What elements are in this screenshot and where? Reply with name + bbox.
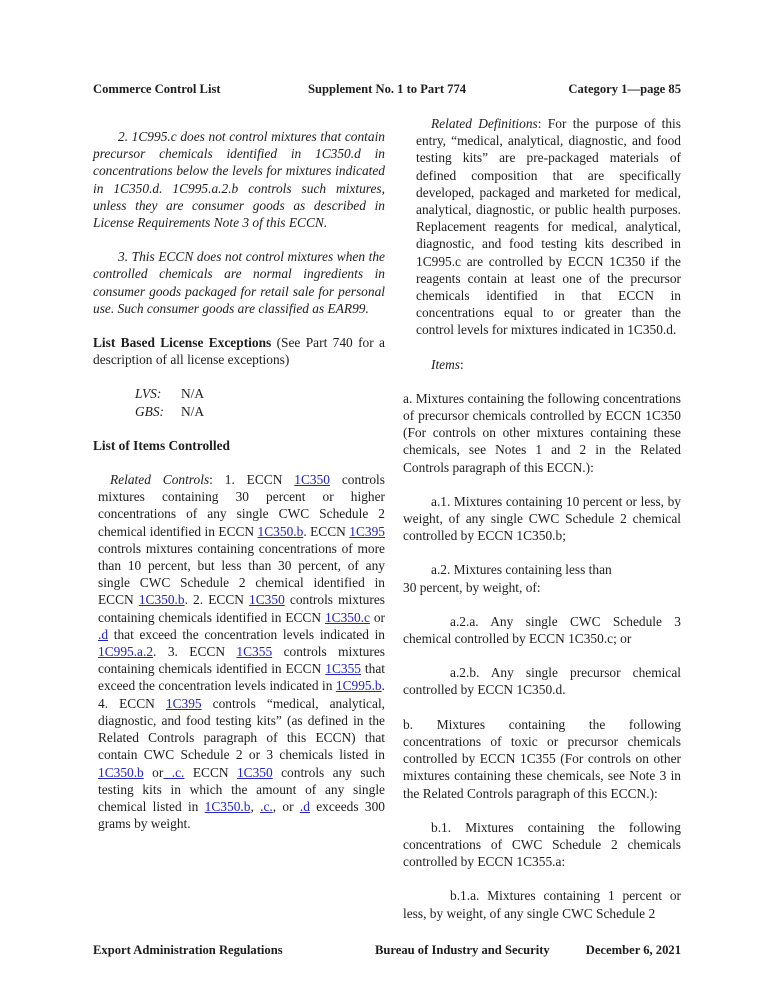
- note-3-paragraph: [93, 248, 385, 317]
- text-segment: that exceed the concentration levels indicated in: [98, 661, 385, 694]
- license-exceptions-table: [93, 385, 385, 419]
- text-segment: that exceed the concentration levels indicated in: [108, 626, 385, 642]
- eccn-link[interactable]: 1C350.b: [204, 798, 251, 814]
- text-segment: ,: [250, 798, 261, 814]
- text-segment: , or: [272, 798, 300, 814]
- text-segment: . 2. ECCN: [184, 592, 250, 608]
- text-segment: List Based License Exceptions: [93, 335, 272, 351]
- text-segment: or: [369, 609, 385, 625]
- item-b-paragraph: [403, 716, 681, 802]
- text-segment: : For the purpose of this entry, “medical, analytical, diagnostic, and food testing kits” are pre-packaged materials of defined composition that are specifically developed, packaged and marketed for medical, analytical, diagnostic, or public health purposes. Replacement reagents for medical, analytical, diagnostic, and food testing kits described in 1C995.c are controlled by ECCN 1C350 if the reagents contain at least one of the precursor chemicals identified in that ECCN in concentrations equal to or greater than the control levels for mixtures indicated in 1C350.d.: [416, 116, 681, 338]
- text-segment: controls mixtures containing chemicals identified in ECCN: [98, 592, 385, 625]
- gbs-label: GBS:: [135, 403, 165, 419]
- lvs-value: N/A: [181, 386, 205, 402]
- lvs-exception-row: [135, 385, 385, 402]
- left-column: [93, 115, 385, 922]
- item-a-paragraph: [403, 390, 681, 476]
- item-b1-paragraph: [403, 819, 681, 871]
- text-segment: Related Definitions: [431, 116, 538, 131]
- text-segment: . 4. ECCN: [98, 678, 385, 711]
- gbs-value: N/A: [181, 403, 205, 419]
- eccn-link[interactable]: 1C350.b: [138, 592, 185, 608]
- item-a2-paragraph: [403, 561, 681, 595]
- text-segment: . ECCN: [303, 523, 350, 539]
- item-a1-paragraph: [403, 493, 681, 545]
- text-segment: List of Items Controlled: [93, 437, 230, 453]
- text-segment: b. Mixtures containing the following concentrations of toxic or precursor chemicals controlled by ECCN 1C355 (For controls on other mixtures containing these chemicals, see Note 3 in the Related Controls paragraph of this ECCN.):: [403, 716, 681, 801]
- eccn-link[interactable]: 1C355: [325, 661, 361, 677]
- text-segment: a.1. Mixtures containing 10 percent or less, by weight, of any single CWC Schedule 2 chemical controlled by ECCN 1C350.b;: [403, 493, 681, 544]
- footer-date: December 6, 2021: [585, 943, 681, 957]
- eccn-link[interactable]: 1C395: [349, 523, 385, 539]
- eccn-link[interactable]: 1C995.b: [335, 678, 382, 694]
- eccn-link[interactable]: 1C355: [236, 644, 273, 660]
- header-supplement-title: Supplement No. 1 to Part 774: [307, 82, 467, 96]
- footer-regulations-title: Export Administration Regulations: [93, 943, 283, 957]
- text-segment: a.2. Mixtures containing less than: [431, 562, 612, 578]
- text-segment: controls mixtures containing 30 percent or higher concentrations of any single CWC Schedule 2 chemical identified in ECCN: [98, 472, 385, 539]
- list-of-items-controlled-heading: [93, 437, 385, 454]
- eccn-link[interactable]: .d: [299, 798, 310, 814]
- eccn-link[interactable]: .c.: [260, 798, 273, 814]
- item-a2a-paragraph: [403, 613, 681, 647]
- text-segment: 3. This ECCN does not control mixtures when the controlled chemicals are normal ingredients in consumer goods packaged for retail sale for personal use. Such consumer goods are classified as EAR99.: [93, 249, 385, 316]
- two-column-body: [93, 115, 681, 922]
- list-based-license-exceptions-heading: [93, 334, 385, 368]
- footer-bureau-name: Bureau of Industry and Security: [375, 943, 550, 957]
- text-segment: . 3. ECCN: [153, 644, 237, 660]
- text-segment: controls mixtures containing concentrations of more than 10 percent, but less than 30 percent, of any single CWC Schedule 2 chemical identified in ECCN: [98, 540, 385, 608]
- text-segment: b.1. Mixtures containing the following concentrations of CWC Schedule 2 chemicals controlled by ECCN 1C355.a:: [403, 819, 681, 870]
- header-category-page-number: Category 1—page 85: [568, 82, 681, 96]
- eccn-link[interactable]: 1C350: [294, 472, 330, 488]
- related-definitions-paragraph: [416, 115, 681, 339]
- text-segment: 30 percent, by weight, of:: [403, 579, 541, 595]
- text-segment: controls “medical, analytical, diagnostic, and food testing kits” (as defined in the Related Controls paragraph of this ECCN) that contain CWC Schedule 2 or 3 chemicals listed in: [98, 695, 386, 763]
- note-2-paragraph: [93, 128, 385, 231]
- item-b1a-paragraph: [403, 887, 681, 921]
- text-segment: a.2.a. Any single CWC Schedule 3 chemical controlled by ECCN 1C350.c; or: [403, 613, 681, 647]
- eccn-link[interactable]: 1C995.a.2: [98, 644, 154, 660]
- related-controls-paragraph: [98, 471, 385, 832]
- text-segment: a.2.b. Any single precursor chemical controlled by ECCN 1C350.d.: [403, 665, 681, 698]
- eccn-link[interactable]: 1C395: [165, 695, 202, 711]
- text-segment: b.1.a. Mixtures containing 1 percent or less, by weight, of any single CWC Schedule 2: [403, 888, 681, 921]
- text-segment: : 1. ECCN: [209, 472, 295, 488]
- right-column: [403, 115, 681, 922]
- text-segment: :: [460, 356, 464, 372]
- lvs-label: LVS:: [135, 386, 162, 402]
- text-segment: ECCN: [184, 764, 237, 780]
- item-a2b-paragraph: [403, 664, 681, 698]
- text-segment: (See Part 740 for a description of all license exceptions): [93, 335, 385, 368]
- text-segment: exceeds 300 grams by weight.: [98, 798, 385, 832]
- eccn-link[interactable]: 1C350.c: [324, 609, 370, 625]
- text-segment: controls any such testing kits in which the amount of any single chemical listed in: [98, 764, 385, 814]
- gbs-exception-row: [135, 403, 385, 420]
- eccn-link[interactable]: .d: [98, 626, 109, 642]
- text-segment: Related Controls: [110, 472, 210, 488]
- eccn-link[interactable]: 1C350.b: [257, 523, 304, 539]
- text-segment: a. Mixtures containing the following concentrations of precursor chemicals controlled by ECCN 1C350 (For controls on other mixtures containing these chemicals, see Notes 1 and 2 in the Related Controls paragraph of this ECCN.):: [403, 390, 681, 475]
- items-label: [416, 356, 681, 373]
- text-segment: or: [143, 764, 164, 780]
- eccn-link[interactable]: .c.: [163, 764, 185, 780]
- text-segment: controls mixtures containing chemicals identified in ECCN: [98, 644, 385, 677]
- text-segment: 2. 1C995.c does not control mixtures that contain precursor chemicals identified in 1C350.d in concentrations below the levels for mixtures indicated in 1C350.d. 1C995.a.2.b controls such mixtures, unless they are consumer goods as described in License Requirements Note 3 of this ECCN.: [93, 129, 385, 231]
- eccn-link[interactable]: 1C350: [236, 764, 273, 780]
- eccn-link[interactable]: 1C350: [249, 592, 285, 608]
- text-segment: Items: [431, 356, 461, 372]
- eccn-link[interactable]: 1C350.b: [98, 764, 144, 780]
- header-document-title: Commerce Control List: [93, 82, 221, 96]
